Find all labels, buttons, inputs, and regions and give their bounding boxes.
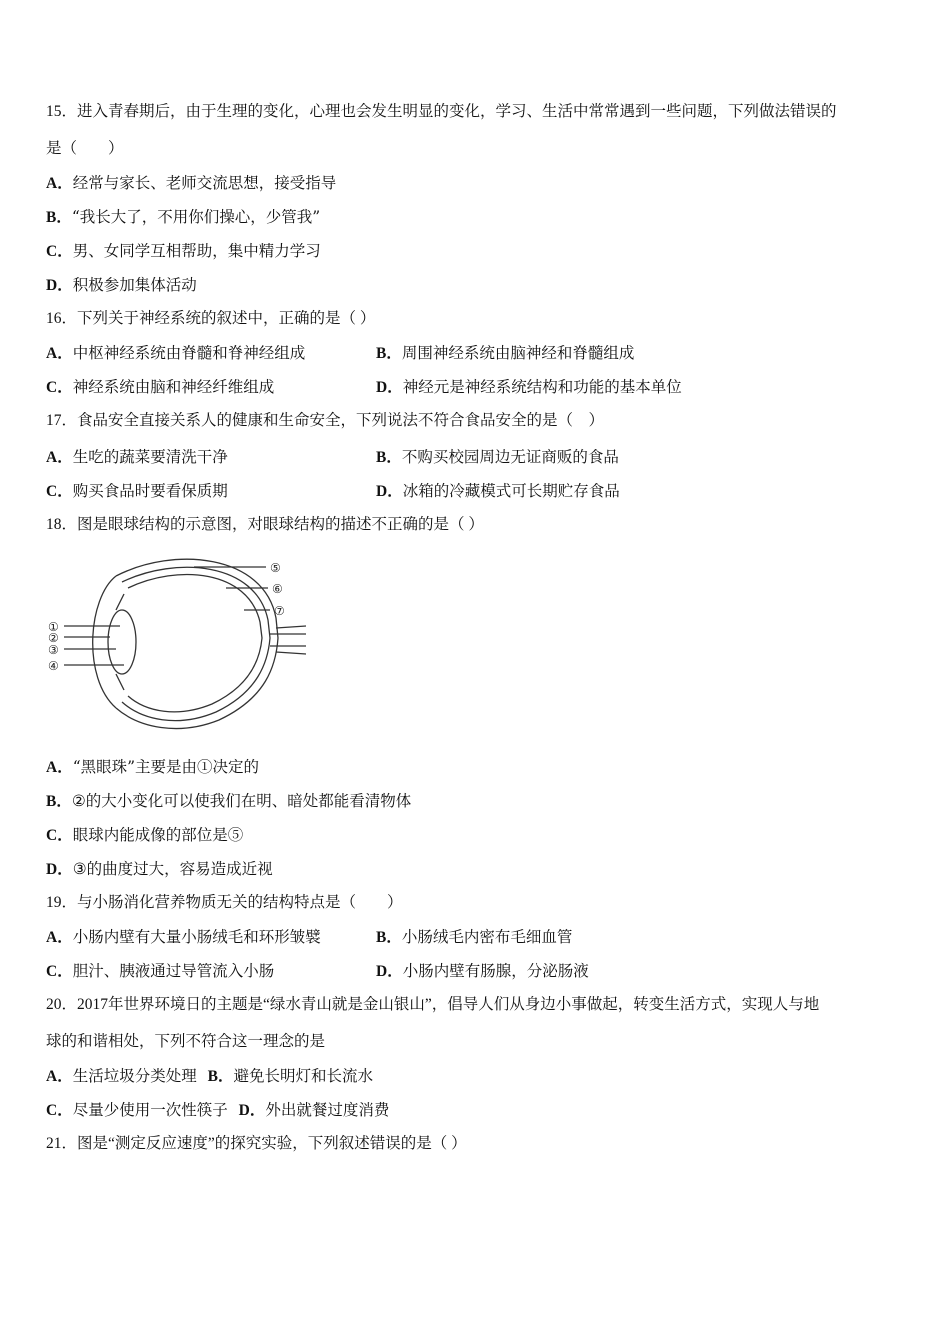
q18-option-b (46, 791, 411, 812)
option-text: 神经系统由脑和神经纤维组成 (72, 378, 275, 396)
q16-option-a (46, 343, 305, 364)
option-text: ②的大小变化可以使我们在明、暗处都能看清物体 (71, 792, 412, 810)
q21-stem: 21．图是“测定反应速度”的探究实验，下列叙述错误的是（ ） (46, 1135, 467, 1152)
q18-option-a (46, 757, 259, 778)
option-label: A． (46, 449, 73, 466)
q15-option-a (46, 173, 336, 194)
option-label: C． (46, 963, 73, 980)
label-4: ④ (48, 659, 59, 673)
q16-option-b (376, 343, 634, 364)
option-text: 不购买校园周边无证商贩的食品 (401, 448, 619, 466)
label-5: ⑤ (270, 561, 281, 575)
option-text: 积极参加集体活动 (72, 276, 197, 294)
q19-option-d (376, 961, 589, 982)
q15-option-b (46, 207, 320, 228)
cornea-outline (93, 576, 116, 708)
option-text: 眼球内能成像的部位是⑤ (72, 826, 244, 844)
q18-option-d (46, 859, 273, 880)
option-text: 中枢神经系统由脊髓和脊神经组成 (72, 344, 306, 362)
q15-option-c (46, 241, 321, 262)
q19-stem: 19．与小肠消化营养物质无关的结构特点是（ ） (46, 894, 403, 911)
label-3: ③ (48, 643, 59, 657)
q17-option-b (376, 447, 619, 468)
iris-lower (116, 674, 124, 690)
option-text: 男、女同学互相帮助，集中精力学习 (72, 242, 321, 260)
option-label: C． (46, 243, 73, 260)
option-text: 小肠内壁有肠腺，分泌肠液 (402, 962, 589, 980)
option-label: D． (238, 1102, 266, 1119)
retina-outline (128, 574, 262, 711)
q16-option-c (46, 377, 274, 398)
q18-stem: 18．图是眼球结构的示意图，对眼球结构的描述不正确的是（ ） (46, 516, 484, 533)
option-label: A． (46, 759, 73, 776)
option-label: A． (46, 345, 73, 362)
sclera-outline (116, 559, 278, 728)
q17-option-a (46, 447, 228, 468)
option-text: 避免长明灯和长流水 (233, 1067, 374, 1085)
option-text: 经常与家长、老师交流思想，接受指导 (72, 174, 337, 192)
option-text: “我长大了，不用你们操心，少管我” (71, 208, 321, 226)
q15-stem-line2: 是（ ） (46, 140, 124, 157)
q16-option-d (376, 377, 682, 398)
option-text: 小肠绒毛内密布毛细血管 (401, 928, 573, 946)
q19-option-a (46, 927, 321, 948)
choroid-outline (122, 567, 270, 720)
q15-option-d (46, 275, 197, 296)
option-label: C． (46, 1102, 73, 1119)
q15-stem-line1: 15．进入青春期后，由于生理的变化，心理也会发生明显的变化，学习、生活中常常遇到一些问题，下列做法错误的 (46, 103, 837, 120)
label-2: ② (48, 631, 59, 645)
option-text: 冰箱的冷藏模式可长期贮存食品 (402, 482, 620, 500)
q20-options-ab (46, 1066, 373, 1087)
q17-option-c (46, 481, 228, 502)
option-label: B． (46, 793, 72, 810)
q20-stem-line1: 20．2017年世界环境日的主题是“绿水青山就是金山银山”，倡导人们从身边小事做起，转变生活方式，实现人与地 (46, 996, 820, 1013)
option-label: D． (376, 483, 403, 500)
option-label: D． (46, 277, 73, 294)
iris-upper (116, 594, 124, 610)
q16-stem: 16．下列关于神经系统的叙述中，正确的是（ ） (46, 310, 376, 327)
option-text: 生活垃圾分类处理 (72, 1067, 197, 1085)
q18-option-c (46, 825, 243, 846)
option-text: 生吃的蔬菜要清洗干净 (72, 448, 228, 466)
option-label: B． (376, 449, 402, 466)
eyeball-diagram (44, 548, 306, 738)
option-text: 神经元是神经系统结构和功能的基本单位 (402, 378, 682, 396)
q19-option-c (46, 961, 274, 982)
option-label: D． (376, 963, 403, 980)
option-label: A． (46, 175, 73, 192)
option-text: 尽量少使用一次性筷子 (72, 1101, 228, 1119)
q20-stem-line2: 球的和谐相处，下列不符合这一理念的是 (46, 1033, 326, 1050)
q17-stem: 17．食品安全直接关系人的健康和生命安全，下列说法不符合食品安全的是（ ） (46, 412, 605, 429)
option-text: 购买食品时要看保质期 (72, 482, 228, 500)
option-label: A． (46, 1068, 73, 1085)
option-label: C． (46, 827, 73, 844)
option-label: B． (376, 345, 402, 362)
option-label: B． (207, 1068, 234, 1085)
label-6: ⑥ (272, 582, 283, 596)
label-1: ① (48, 620, 59, 634)
q19-option-b (376, 927, 572, 948)
option-text: “黑眼珠”主要是由①决定的 (72, 758, 260, 776)
option-text: ③的曲度过大，容易造成近视 (72, 860, 273, 878)
option-label: D． (376, 379, 403, 396)
option-text: 周围神经系统由脑神经和脊髓组成 (401, 344, 635, 362)
option-label: C． (46, 483, 73, 500)
option-label: B． (376, 929, 402, 946)
option-text: 外出就餐过度消费 (265, 1101, 390, 1119)
option-text: 小肠内壁有大量小肠绒毛和环形皱襞 (72, 928, 321, 946)
option-label: D． (46, 861, 73, 878)
option-label: C． (46, 379, 73, 396)
option-text: 胆汁、胰液通过导管流入小肠 (72, 962, 275, 980)
optic-nerve (270, 626, 306, 654)
option-label: B． (46, 209, 72, 226)
q20-options-cd (46, 1100, 389, 1121)
q17-option-d (376, 481, 620, 502)
label-7: ⑦ (274, 604, 285, 618)
option-label: A． (46, 929, 73, 946)
